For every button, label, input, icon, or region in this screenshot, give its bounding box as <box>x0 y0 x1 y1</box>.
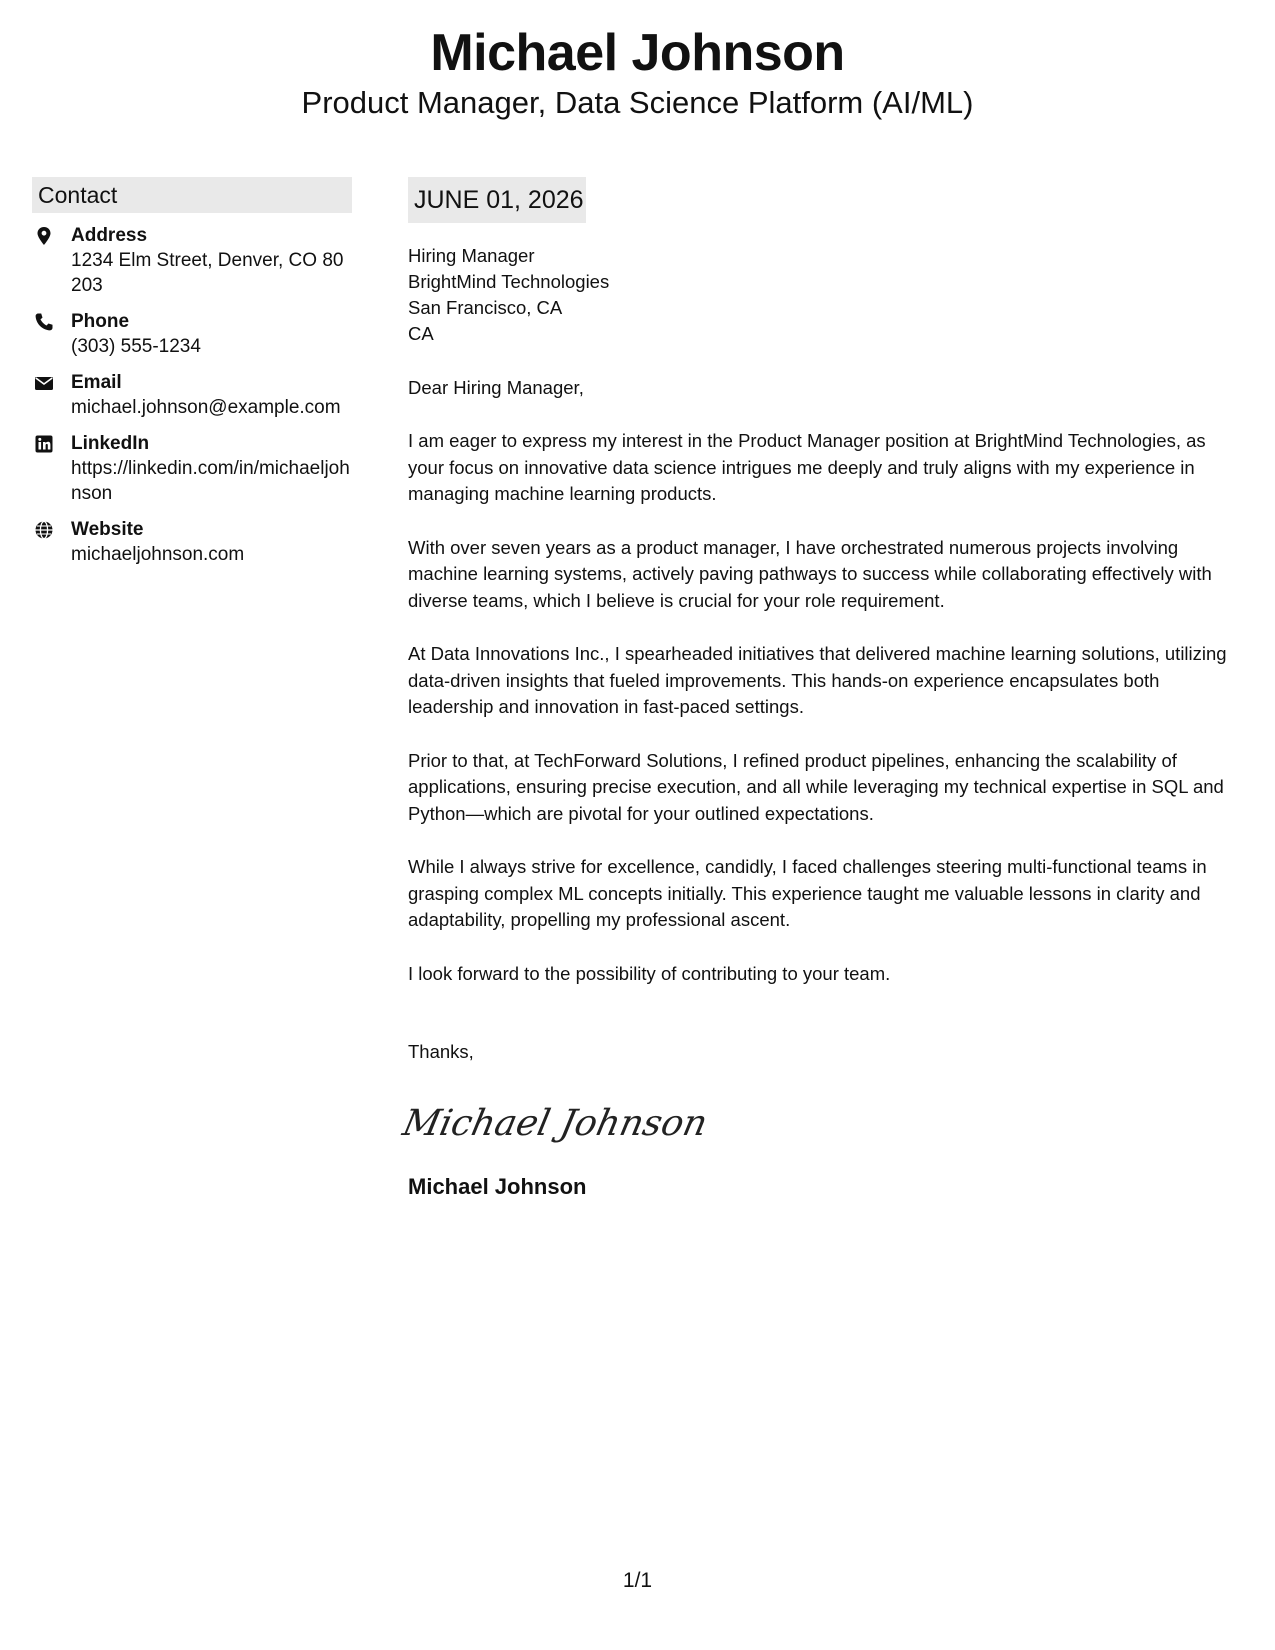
globe-icon <box>34 520 54 540</box>
recipient-line: San Francisco, CA <box>408 297 563 318</box>
contact-item-linkedin <box>32 431 352 506</box>
letter-body <box>399 177 1243 1201</box>
contact-sidebar <box>32 177 352 578</box>
recipient-line: CA <box>408 323 434 344</box>
contact-value-address: 1234 Elm Street, Denver, CO 80203 <box>71 250 344 296</box>
contact-heading: Contact <box>32 177 352 213</box>
contact-label-website: Website <box>71 519 144 540</box>
contact-value-phone: (303) 555-1234 <box>71 336 201 357</box>
letter-date: JUNE 01, 2026 <box>408 177 586 223</box>
contact-item-phone <box>32 309 352 359</box>
letter-paragraph: With over seven years as a product manager, I have orchestrated numerous projects involving machine learning systems, actively paving pathways to success while collaborating effectively with diverse teams, which I believe is crucial for your role requirement. <box>408 536 1212 611</box>
letter-header <box>0 22 1275 122</box>
contact-item-website <box>32 517 352 567</box>
letter-paragraph: Prior to that, at TechForward Solutions, I refined product pipelines, enhancing the scalability of applications, ensuring precise execution, and all while leveraging my technical expertise in SQL and Python—which are pivotal for your outlined expectations. <box>408 749 1224 824</box>
contact-list <box>32 223 352 567</box>
contact-label-phone: Phone <box>71 311 130 332</box>
recipient-block <box>408 243 1243 347</box>
contact-item-email <box>32 370 352 420</box>
contact-value-linkedin[interactable]: https://linkedin.com/in/michaeljohnson <box>71 458 350 504</box>
closing: Thanks, <box>408 1041 474 1062</box>
page-number: 1/1 <box>622 1569 653 1592</box>
contact-value-website[interactable]: michaeljohnson.com <box>71 544 245 565</box>
map-pin-icon <box>34 226 54 246</box>
contact-value-email[interactable]: michael.johnson@example.com <box>71 397 341 418</box>
signature-text: Michael Johnson <box>399 1101 712 1144</box>
applicant-title: Product Manager, Data Science Platform (AI/ML) <box>301 85 974 120</box>
letter-paragraph: I look forward to the possibility of contributing to your team. <box>408 962 891 984</box>
handwritten-signature <box>399 1093 712 1153</box>
contact-label-email: Email <box>71 372 122 393</box>
envelope-icon <box>34 373 54 393</box>
applicant-name: Michael Johnson <box>430 24 845 82</box>
contact-item-address <box>32 223 352 298</box>
letter-paragraph: I am eager to express my interest in the Product Manager position at BrightMind Technologies, as your focus on innovative data science intrigues me deeply and truly aligns with my experience in managing machine learning products. <box>408 430 1206 504</box>
salutation: Dear Hiring Manager, <box>408 377 584 398</box>
contact-label-address: Address <box>71 225 148 246</box>
contact-label-linkedin: LinkedIn <box>71 433 150 454</box>
linkedin-icon <box>34 434 54 454</box>
letter-paragraph: At Data Innovations Inc., I spearheaded initiatives that delivered machine learning solutions, utilizing data-driven insights that fueled improvements. This hands-on experience encapsulates both leadership and innovation in fast-paced settings. <box>408 643 1227 717</box>
recipient-line: BrightMind Technologies <box>408 271 610 292</box>
letter-paragraph: While I always strive for excellence, candidly, I faced challenges steering multi-functional teams in grasping complex ML concepts initially. This experience taught me valuable lessons in clarity and adaptability, propelling my professional ascent. <box>408 856 1207 930</box>
signer-name: Michael Johnson <box>408 1174 587 1199</box>
recipient-line: Hiring Manager <box>408 245 535 266</box>
phone-icon <box>34 312 54 332</box>
